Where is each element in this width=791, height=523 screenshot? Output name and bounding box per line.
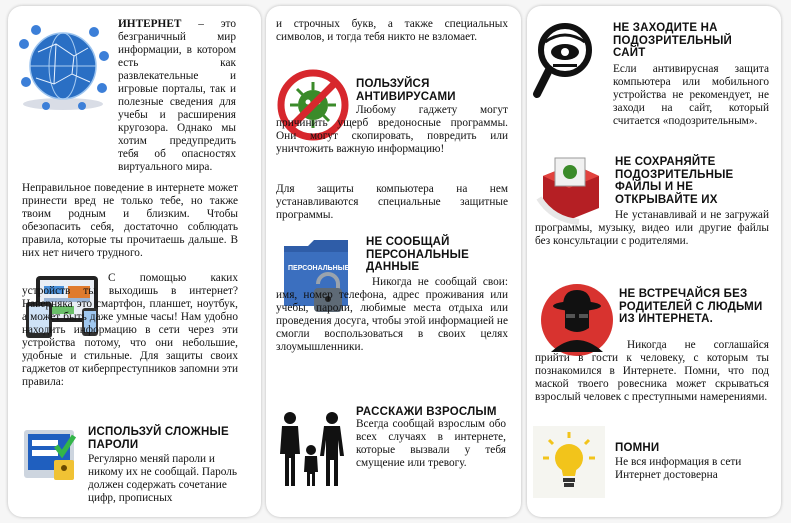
files-text: Не устанавливай и не загружай программы, музыку, видео или другие файлы без консультации с родителями.	[535, 209, 769, 247]
tell-text: Всегда сообщай взрослым обо всех случаях в интернете, которые вызвали у тебя смущение или тревогу.	[356, 418, 506, 469]
meet-text: Никогда не соглашайся прийти в гости к человеку, с которым ты познакомился в Интернете. Помни, что под маской твоего ровесника может скрываться взрослый человек с преступными намерениями.	[535, 339, 769, 403]
globe-network-icon	[16, 22, 110, 112]
remember-title: ПОМНИ	[615, 442, 660, 454]
lightbulb-icon	[533, 426, 605, 498]
internet-paragraph	[118, 18, 236, 174]
family-icon	[276, 410, 348, 488]
internet-text: – это безграничный мир информации, в котором есть как развлекательные и игровые порталы, так и полезные сведения для учебы и расширения кругозора. Однако мы хотим предупредить тебя об опасностях виртуального мира.	[118, 18, 236, 173]
site-text: Если антивирусная защита компьютера или мобильного устройства не рекомендует, не заходи на сайт, который считается «подозрительным».	[613, 63, 769, 127]
passwords-text: Регулярно меняй пароли и никому их не сообщай. Пароль должен содержать сочетание цифр, прописных	[88, 453, 238, 504]
antivirus-title: ПОЛЬЗУЙСЯ АНТИВИРУСАМИ	[356, 78, 456, 103]
password-tablet-icon	[20, 426, 80, 486]
remember-text: Не вся информация в сети Интернет достоверна	[615, 456, 742, 481]
site-title: НЕ ЗАХОДИТЕ НА ПОДОЗРИТЕЛЬНЫЙ САЙТ	[613, 22, 732, 59]
tell-title: РАССКАЖИ ВЗРОСЛЫМ	[356, 406, 497, 418]
internet-title: ИНТЕРНЕТ	[118, 18, 182, 30]
personal-text: Никогда не сообщай свои: имя, номер телефона, адрес проживания или учебы, пароли, любимые места отдыха или проведения досуга, чтобы этой информацией не смогли воспользоваться в своих целях злоумышленники.	[276, 276, 508, 353]
passwords-continued: и строчных букв, а также специальных символов, и тогда тебя никто не взломает.	[276, 18, 508, 43]
meet-title: НЕ ВСТРЕЧАЙСЯ БЕЗ РОДИТЕЛЕЙ С ЛЮДЬМИ ИЗ ИНТЕРНЕТА.	[619, 288, 763, 325]
devices-paragraph: С помощью каких устройств ты выходишь в интернет? Наверняка это смартфон, планшет, ноутбук, а может быть даже умные часы! Нам удобно находить информацию в сети через эти устройства потому, что они небольшие, удобные и стильные. Для защиты своих гаджетов от киберпреступников запомни эти правила:	[22, 272, 238, 388]
antivirus-text: Любому гаджету могут причинить ущерб вредоносные программы. Они могут скопировать, повредить или уничтожить важную информацию!	[276, 104, 508, 155]
personal-title: НЕ СООБЩАЙ ПЕРСОНАЛЬНЫЕ ДАННЫЕ	[366, 236, 470, 273]
folder-label: ПЕРСОНАЛЬНЫЕ ДАННЫЕ	[288, 265, 383, 272]
behavior-paragraph: Неправильное поведение в интернете может принести вред не только тебе, но также твоим родным и близким. Чтобы обезопасить себя, достаточно соблюдать правила, которые ты прочитаешь дальше. В них нет ничего трудного.	[22, 182, 238, 259]
passwords-title: ИСПОЛЬЗУЙ СЛОЖНЫЕ ПАРОЛИ	[88, 426, 229, 451]
panel-left	[8, 6, 261, 517]
panel-middle	[266, 6, 521, 517]
files-title: НЕ СОХРАНЯЙТЕ ПОДОЗРИТЕЛЬНЫЕ ФАЙЛЫ И НЕ ОТКРЫВАЙТЕ ИХ	[615, 156, 734, 206]
panel-right	[527, 6, 781, 517]
antivirus-text2: Для защиты компьютера на нем устанавливаются специальные защитные программы.	[276, 183, 508, 221]
